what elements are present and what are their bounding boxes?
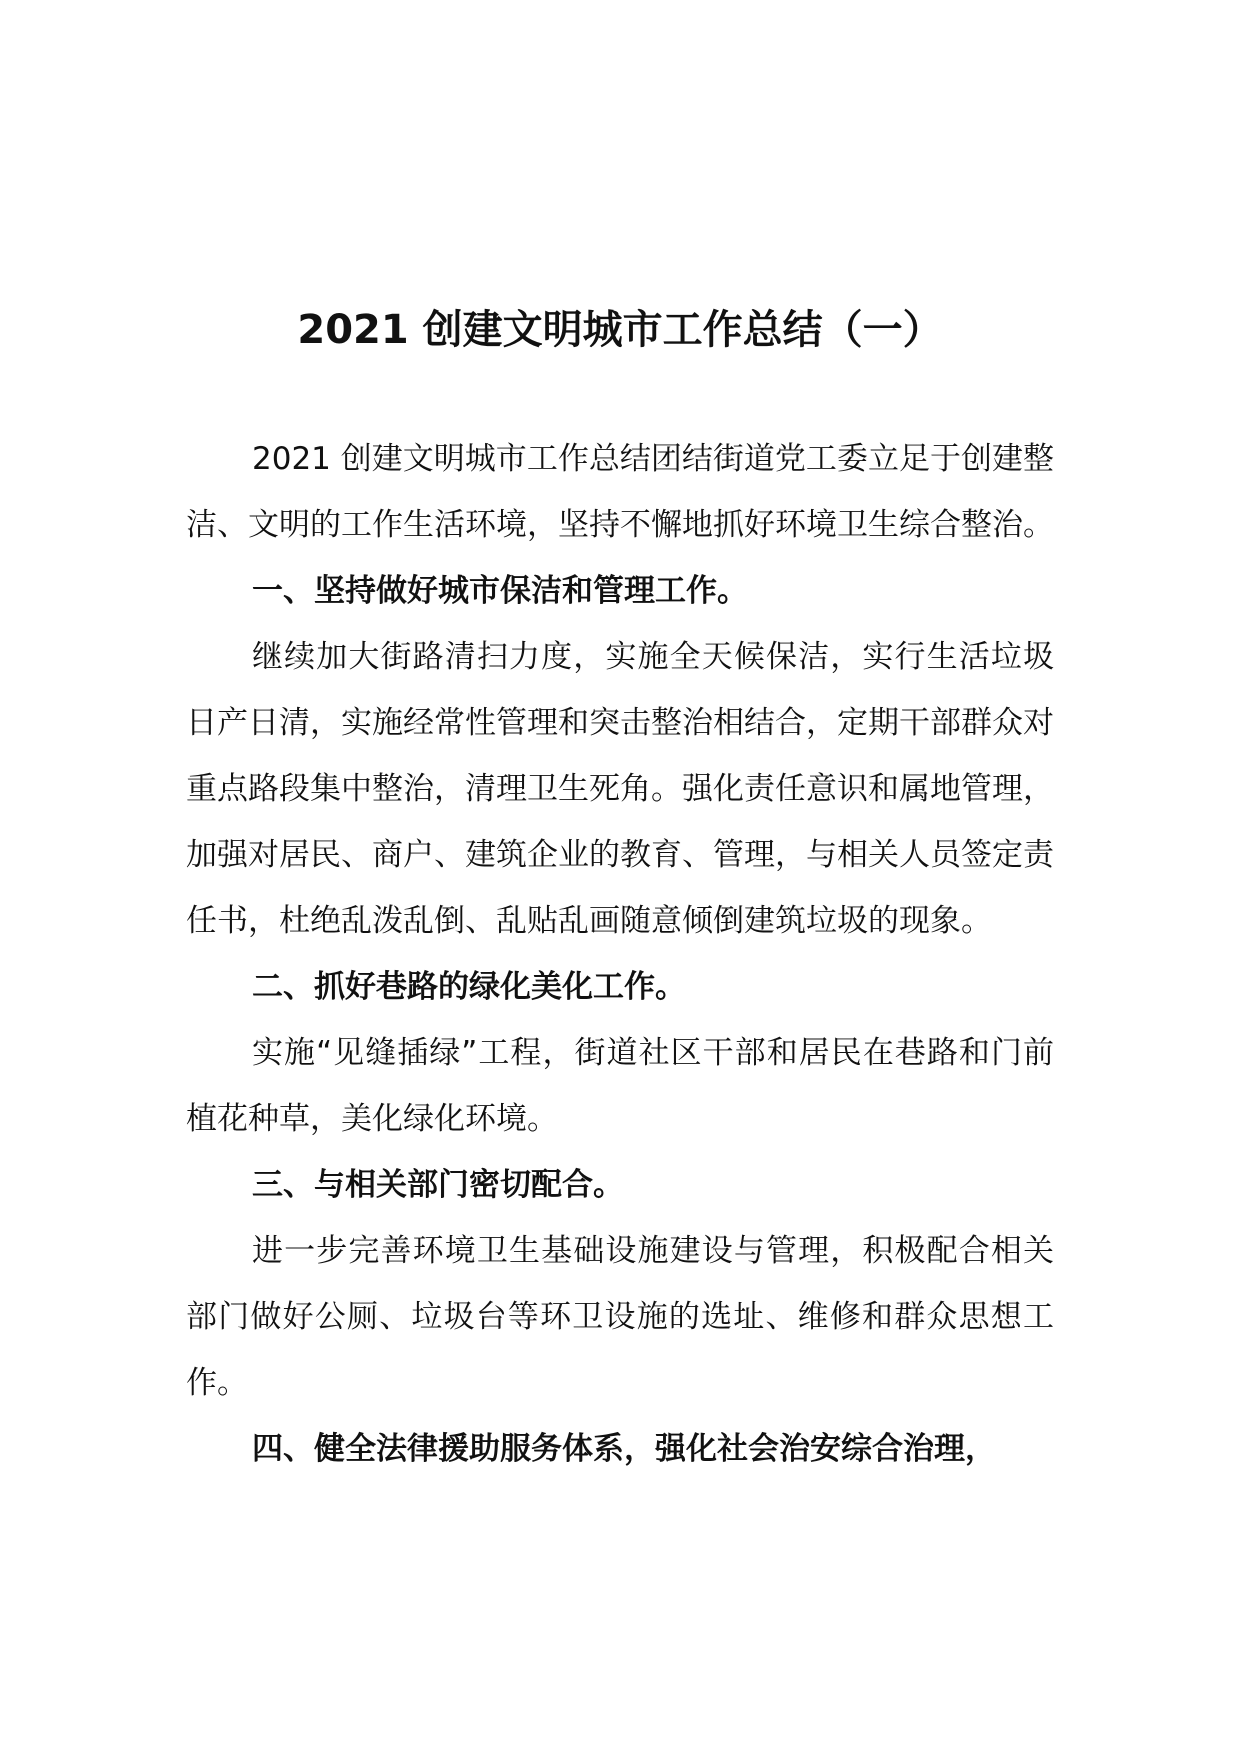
document-body (186, 426, 1054, 1482)
intro-paragraph: 2021 创建文明城市工作总结团结街道党工委立足于创建整洁、文明的工作生活环境，坚持不懈地抓好环境卫生综合整治。 (186, 441, 1054, 543)
section-4-heading: 四、健全法律援助服务体系，强化社会治安综合治理， (252, 1431, 996, 1467)
section-2-body: 实施“见缝插绿”工程，街道社区干部和居民在巷路和门前植花种草，美化绿化环境。 (186, 1035, 1054, 1137)
section-3-heading: 三、与相关部门密切配合。 (252, 1167, 624, 1203)
section-1-heading: 一、坚持做好城市保洁和管理工作。 (252, 573, 748, 609)
section-2-heading: 二、抓好巷路的绿化美化工作。 (252, 969, 686, 1005)
document-title: 2021 创建文明城市工作总结（一） (297, 307, 943, 353)
section-1-body: 继续加大街路清扫力度，实施全天候保洁，实行生活垃圾日产日清，实施经常性管理和突击整治相结合，定期干部群众对重点路段集中整治，清理卫生死角。强化责任意识和属地管理，加强对居民、商户、建筑企业的教育、管理，与相关人员签定责任书，杜绝乱泼乱倒、乱贴乱画随意倾倒建筑垃圾的现象。 (186, 639, 1054, 939)
section-3-body: 进一步完善环境卫生基础设施建设与管理，积极配合相关部门做好公厕、垃圾台等环卫设施的选址、维修和群众思想工作。 (186, 1233, 1054, 1401)
